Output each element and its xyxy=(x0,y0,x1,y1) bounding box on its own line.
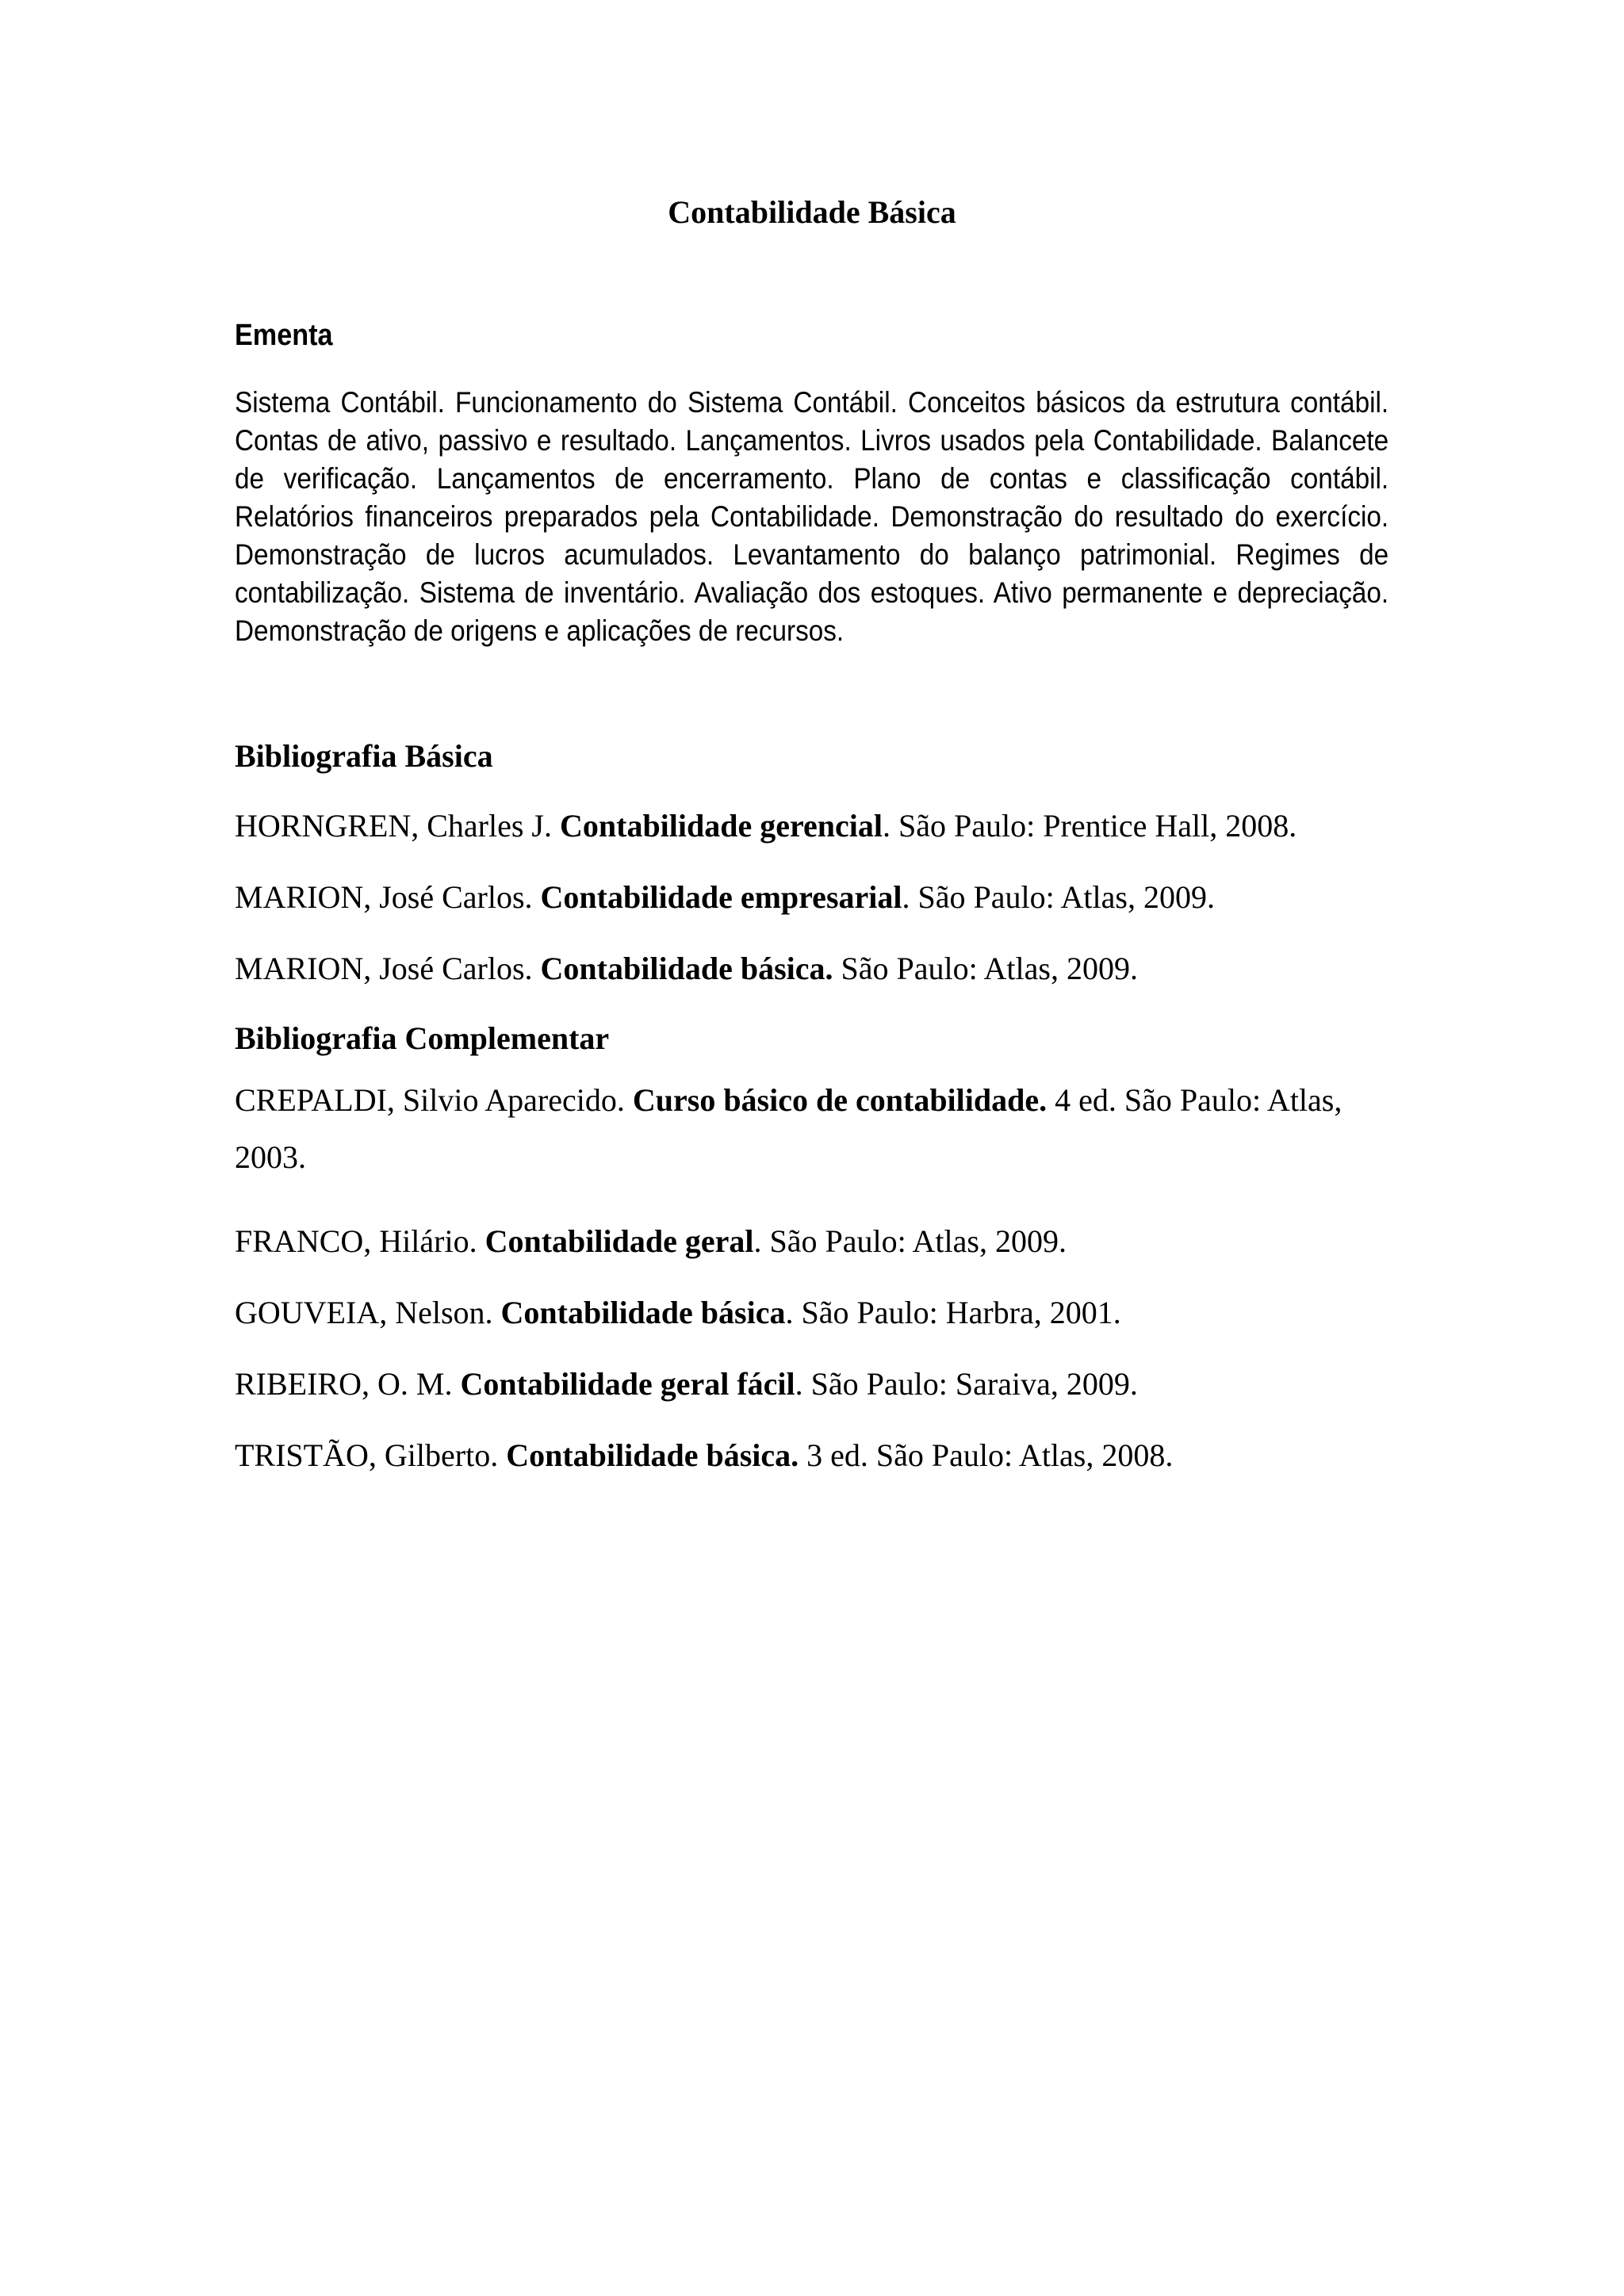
reference-entry: TRISTÃO, Gilberto. Contabilidade básica. 3 ed. São Paulo: Atlas, 2008. xyxy=(235,1437,1174,1473)
reference-entry: MARION, José Carlos. Contabilidade básica. São Paulo: Atlas, 2009. xyxy=(235,951,1138,986)
ementa-line: Contas de ativo, passivo e resultado. Lançamentos. Livros usados pela Contabilidade. Balancete xyxy=(235,424,1389,457)
ementa-line: Demonstração de origens e aplicações de recursos. xyxy=(235,614,845,647)
ementa-line: contabilização. Sistema de inventário. Avaliação dos estoques. Ativo permanente e depreciação. xyxy=(235,576,1389,609)
bibliografia-basica-heading: Bibliografia Básica xyxy=(235,738,493,774)
reference-entry: MARION, José Carlos. Contabilidade empresarial. São Paulo: Atlas, 2009. xyxy=(235,879,1215,915)
ementa-line: Sistema Contábil. Funcionamento do Sistema Contábil. Conceitos básicos da estrutura contábil. xyxy=(235,386,1389,419)
ementa-line: de verificação. Lançamentos de encerramento. Plano de contas e classificação contábil. xyxy=(235,462,1389,495)
ementa-line: Relatórios financeiros preparados pela Contabilidade. Demonstração do resultado do exercício. xyxy=(235,500,1389,533)
bibliografia-complementar-heading: Bibliografia Complementar xyxy=(235,1020,610,1056)
document-title: Contabilidade Básica xyxy=(668,194,956,230)
reference-entry: GOUVEIA, Nelson. Contabilidade básica. São Paulo: Harbra, 2001. xyxy=(235,1295,1121,1330)
ementa-paragraph xyxy=(235,384,1388,650)
ementa-line: Demonstração de lucros acumulados. Levantamento do balanço patrimonial. Regimes de xyxy=(235,538,1389,571)
reference-entry: RIBEIRO, O. M. Contabilidade geral fácil. São Paulo: Saraiva, 2009. xyxy=(235,1366,1138,1402)
reference-entry: HORNGREN, Charles J. Contabilidade gerencial. São Paulo: Prentice Hall, 2008. xyxy=(235,808,1297,844)
reference-entry: CREPALDI, Silvio Aparecido. Curso básico de contabilidade. 4 ed. São Paulo: Atlas, 2003. xyxy=(235,1082,1342,1175)
reference-entry: FRANCO, Hilário. Contabilidade geral. São Paulo: Atlas, 2009. xyxy=(235,1223,1067,1259)
ementa-heading: Ementa xyxy=(235,319,333,352)
